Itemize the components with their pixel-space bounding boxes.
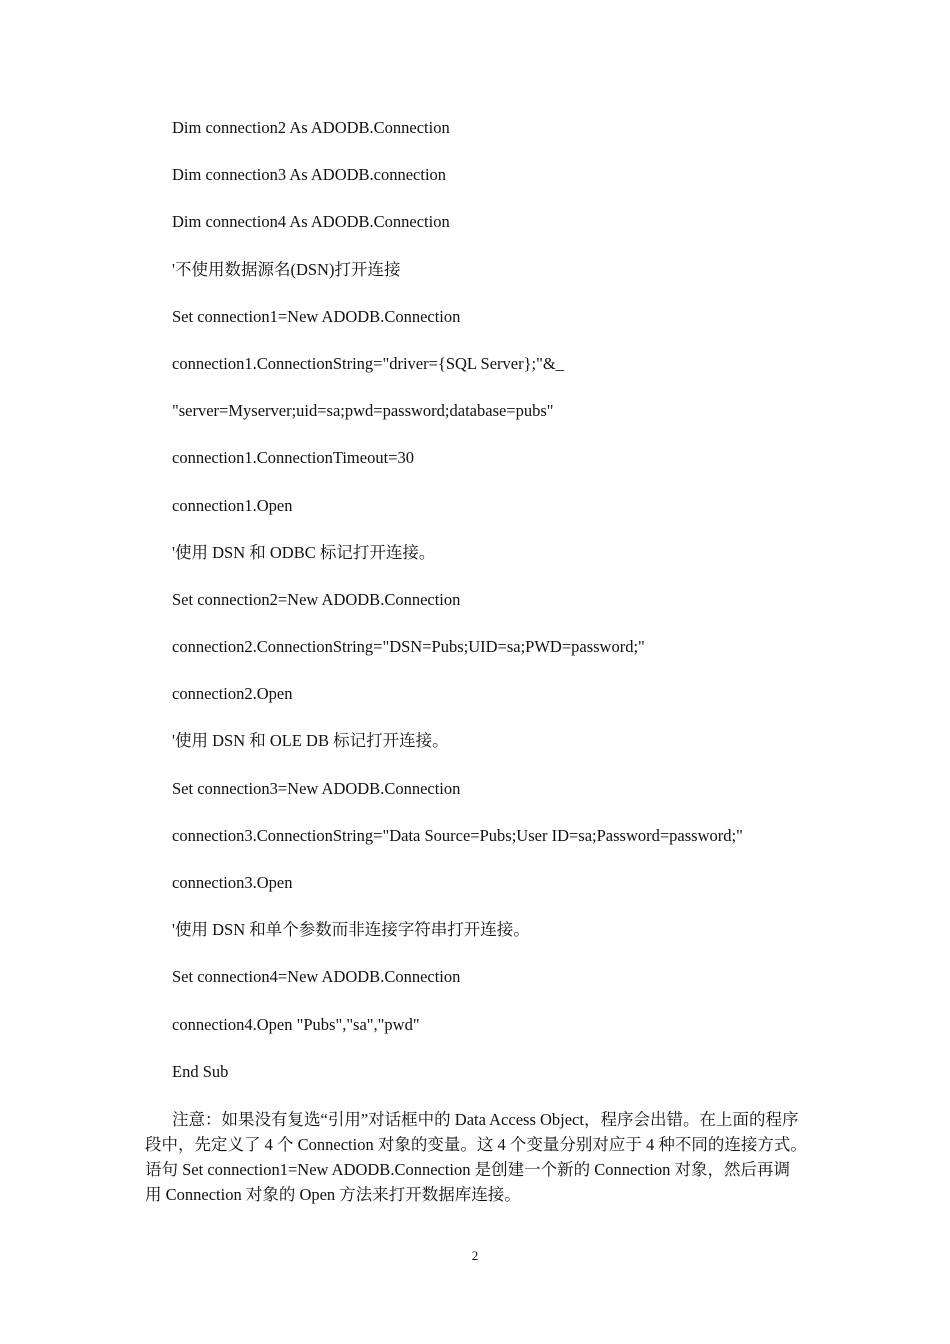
note-line: 用 Connection 对象的 Open 方法来打开数据库连接。 bbox=[145, 1185, 521, 1204]
code-line: connection1.ConnectionTimeout=30 bbox=[172, 448, 414, 468]
code-line: Dim connection4 As ADODB.Connection bbox=[172, 212, 450, 232]
code-line: connection2.ConnectionString="DSN=Pubs;UID=sa;PWD=password;" bbox=[172, 637, 645, 657]
code-line: Set connection3=New ADODB.Connection bbox=[172, 778, 461, 798]
note-line: 注意：如果没有复选“引用”对话框中的 Data Access Object，程序会出错。在上面的程序 bbox=[172, 1110, 799, 1129]
note-line: 语句 Set connection1=New ADODB.Connection 是创建一个新的 Connection 对象，然后再调 bbox=[145, 1160, 790, 1179]
code-line: connection4.Open "Pubs","sa","pwd" bbox=[172, 1014, 420, 1034]
note-paragraph bbox=[145, 1107, 810, 1207]
code-line: Dim connection2 As ADODB.Connection bbox=[172, 118, 450, 137]
code-line: Set connection1=New ADODB.Connection bbox=[172, 306, 461, 326]
code-line: End Sub bbox=[172, 1061, 229, 1081]
code-comment: '使用 DSN 和单个参数而非连接字符串打开连接。 bbox=[172, 920, 530, 940]
code-line: connection3.Open bbox=[172, 873, 293, 892]
code-line: Set connection2=New ADODB.Connection bbox=[172, 589, 461, 609]
note-line: 段中，先定义了 4 个 Connection 对象的变量。这 4 个变量分别对应于 4 种不同的连接方式。 bbox=[145, 1135, 807, 1154]
code-line: "server=Myserver;uid=sa;pwd=password;database=pubs" bbox=[172, 401, 554, 421]
code-comment: '使用 DSN 和 OLE DB 标记打开连接。 bbox=[172, 731, 449, 751]
code-comment: '不使用数据源名(DSN)打开连接 bbox=[172, 259, 401, 279]
code-line: connection3.ConnectionString="Data Source=Pubs;User ID=sa;Password=password;" bbox=[172, 825, 743, 845]
code-line: Dim connection3 As ADODB.connection bbox=[172, 165, 447, 185]
code-block bbox=[172, 117, 743, 1108]
code-line: connection2.Open bbox=[172, 684, 293, 704]
code-line: Set connection4=New ADODB.Connection bbox=[172, 967, 461, 987]
code-line: connection1.Open bbox=[172, 495, 293, 515]
code-line: connection1.ConnectionString="driver={SQL Server};"&_ bbox=[172, 353, 564, 373]
code-comment: '使用 DSN 和 ODBC 标记打开连接。 bbox=[172, 542, 436, 562]
page-number: 2 bbox=[471, 1248, 479, 1263]
